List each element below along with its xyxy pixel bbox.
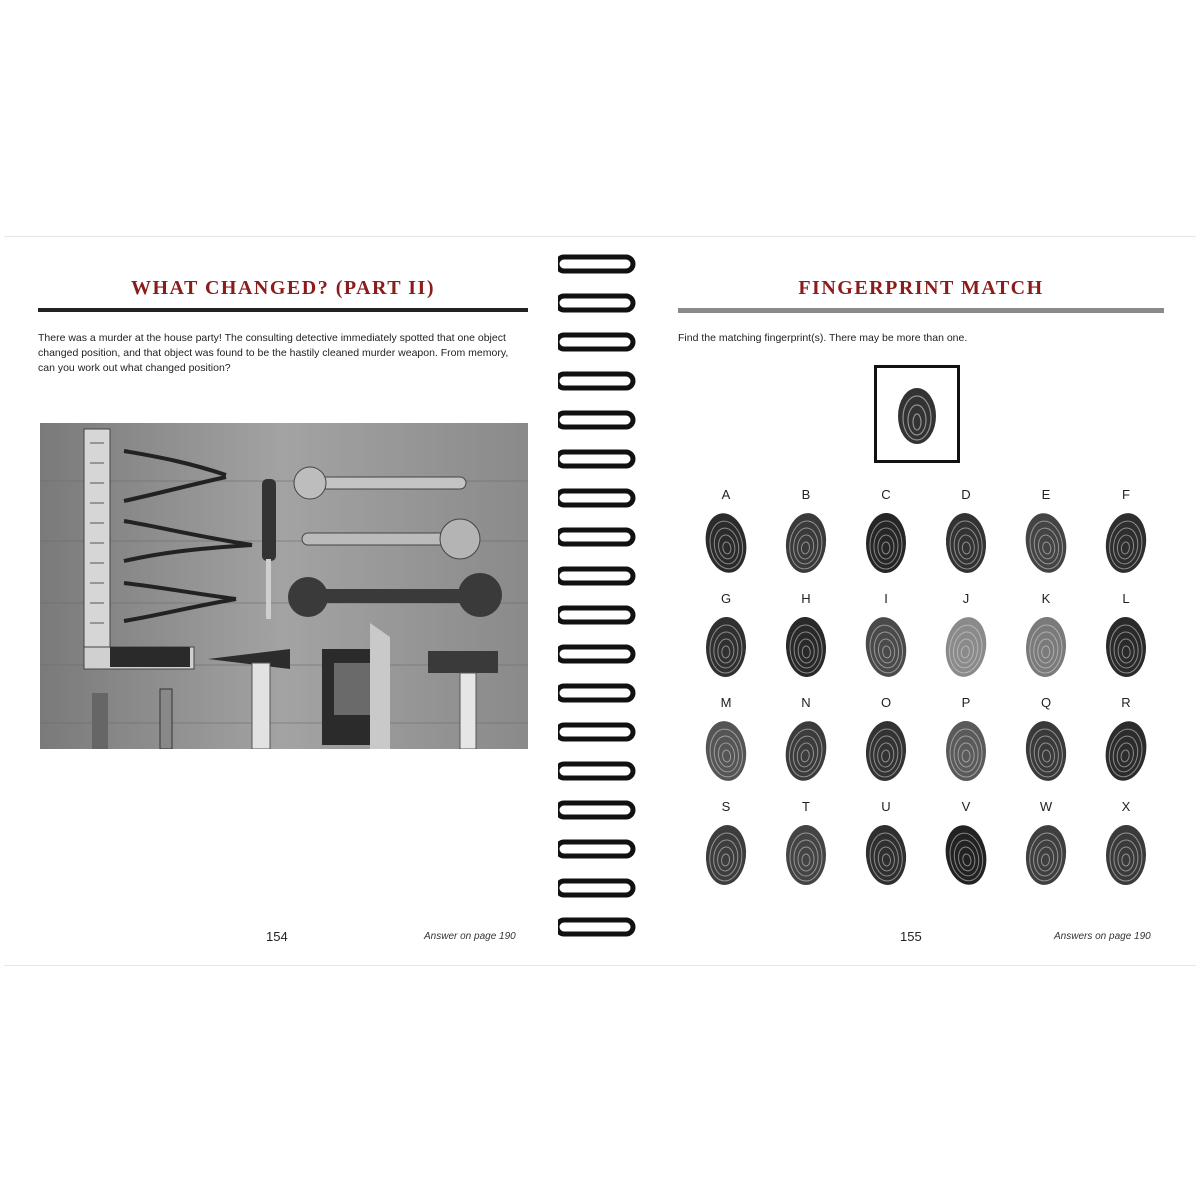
fingerprint-option	[1006, 799, 1086, 899]
fingerprint-option	[686, 799, 766, 899]
fingerprint-label: B	[801, 487, 811, 502]
fingerprint-label: G	[720, 591, 732, 606]
fingerprint-label: M	[720, 695, 732, 710]
page-number: 155	[900, 929, 922, 944]
fingerprint-label: F	[1122, 487, 1130, 502]
fingerprint-label: E	[1041, 487, 1051, 502]
fingerprint-grid	[686, 487, 1166, 907]
fingerprint-option	[766, 695, 846, 795]
fingerprint-image	[862, 815, 910, 889]
fingerprint-image	[1102, 711, 1150, 785]
fingerprint-image	[702, 607, 750, 681]
target-fingerprint	[877, 368, 957, 460]
fingerprint-image	[942, 503, 990, 577]
fingerprint-label: J	[962, 591, 970, 606]
fingerprint-label: P	[961, 695, 971, 710]
title-rule	[38, 308, 528, 312]
fingerprint-image	[1022, 711, 1070, 785]
fingerprint-option	[846, 695, 926, 795]
fingerprint-option	[926, 695, 1006, 795]
fingerprint-option	[766, 799, 846, 899]
fingerprint-image	[702, 711, 750, 785]
fingerprint-image	[862, 607, 910, 681]
fingerprint-label: R	[1121, 695, 1131, 710]
fingerprint-option	[1086, 487, 1166, 587]
fingerprint-image	[702, 503, 750, 577]
fingerprint-label: V	[961, 799, 971, 814]
fingerprint-image	[1102, 607, 1150, 681]
fingerprint-image	[1022, 607, 1070, 681]
fingerprint-label: O	[880, 695, 892, 710]
fingerprint-image	[1022, 503, 1070, 577]
book-spread	[4, 236, 1196, 966]
fingerprint-image	[782, 815, 830, 889]
fingerprint-label: T	[802, 799, 810, 814]
fingerprint-label: K	[1041, 591, 1051, 606]
fingerprint-option	[686, 487, 766, 587]
fingerprint-image	[862, 503, 910, 577]
fingerprint-option	[1006, 695, 1086, 795]
fingerprint-option	[1006, 591, 1086, 691]
fingerprint-image	[782, 711, 830, 785]
page-title: WHAT CHANGED? (PART II)	[130, 277, 435, 299]
fingerprint-image	[942, 815, 990, 889]
fingerprint-option	[926, 487, 1006, 587]
fingerprint-option	[846, 799, 926, 899]
fingerprint-label: H	[801, 591, 811, 606]
fingerprint-option	[1086, 591, 1166, 691]
fingerprint-option	[846, 591, 926, 691]
puzzle-intro: There was a murder at the house party! The consulting detective immediately spotted that one object changed position, and that object was found to be the hastily cleaned murder weapon. From memory, can you work out what changed position?	[38, 332, 509, 374]
fingerprint-label: Q	[1040, 695, 1052, 710]
page-title: FINGERPRINT MATCH	[798, 277, 1044, 299]
fingerprint-label: U	[881, 799, 891, 814]
target-fingerprint-box	[874, 365, 960, 463]
fingerprint-label: N	[801, 695, 811, 710]
fingerprint-label: L	[1122, 591, 1130, 606]
tools-photo-image	[40, 423, 528, 749]
tools-photo	[40, 423, 528, 749]
fingerprint-option	[1086, 799, 1166, 899]
fingerprint-option	[766, 591, 846, 691]
fingerprint-option	[686, 695, 766, 795]
fingerprint-option	[846, 487, 926, 587]
fingerprint-label: I	[884, 591, 888, 606]
page-number: 154	[266, 929, 288, 944]
fingerprint-option	[1006, 487, 1086, 587]
fingerprint-label: C	[881, 487, 891, 502]
fingerprint-image	[782, 503, 830, 577]
fingerprint-image	[702, 815, 750, 889]
fingerprint-label: D	[961, 487, 971, 502]
fingerprint-option	[766, 487, 846, 587]
fingerprint-option	[686, 591, 766, 691]
answer-reference: Answers on page 190	[1054, 931, 1151, 942]
fingerprint-label: S	[721, 799, 731, 814]
right-page	[614, 237, 1196, 965]
fingerprint-image	[1102, 503, 1150, 577]
fingerprint-label: A	[721, 487, 731, 502]
fingerprint-option	[926, 799, 1006, 899]
title-rule	[678, 308, 1164, 313]
fingerprint-image	[942, 711, 990, 785]
fingerprint-image	[1022, 815, 1070, 889]
left-page	[4, 237, 564, 965]
fingerprint-image	[1102, 815, 1150, 889]
fingerprint-label: W	[1039, 799, 1053, 814]
spiral-binding	[564, 237, 614, 965]
puzzle-intro: Find the matching fingerprint(s). There may be more than one.	[678, 332, 968, 344]
fingerprint-image	[782, 607, 830, 681]
fingerprint-image	[942, 607, 990, 681]
fingerprint-image	[862, 711, 910, 785]
fingerprint-label: X	[1121, 799, 1131, 814]
answer-reference: Answer on page 190	[424, 931, 516, 942]
fingerprint-option	[1086, 695, 1166, 795]
fingerprint-option	[926, 591, 1006, 691]
